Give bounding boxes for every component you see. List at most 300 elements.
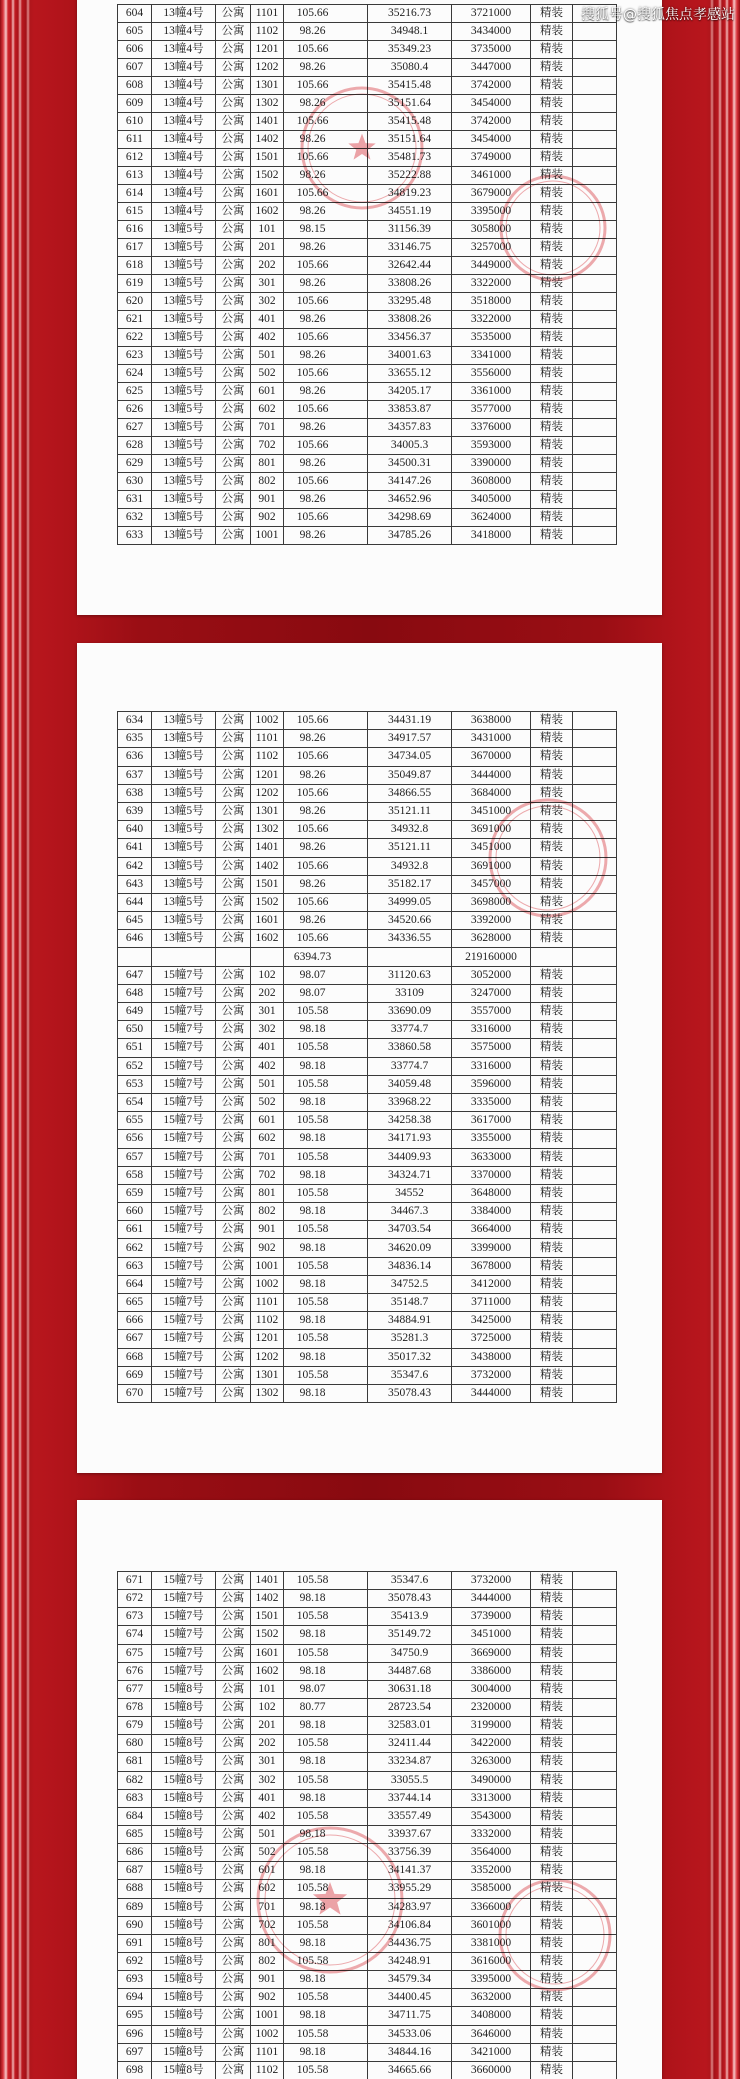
table-row: [118, 365, 617, 383]
building-cell: 15幢7号: [152, 1166, 216, 1184]
total-price-cell: 3322000: [452, 275, 531, 293]
usage-cell: 公寓: [216, 1735, 251, 1753]
building-cell: 15幢7号: [152, 1626, 216, 1644]
building-cell: [152, 948, 216, 966]
unit-price-cell: 34652.96: [368, 491, 452, 509]
total-price-cell: 3425000: [452, 1312, 531, 1330]
area-cell: 98.18: [284, 1348, 368, 1366]
room-number-cell: 502: [251, 1093, 284, 1111]
serial-number-cell: [118, 948, 152, 966]
building-cell: 15幢7号: [152, 1275, 216, 1293]
total-price-cell: 3490000: [452, 1771, 531, 1789]
unit-price-cell: 34819.23: [368, 185, 452, 203]
remarks-cell: [573, 1608, 617, 1626]
room-number-cell: 1002: [251, 712, 284, 730]
document-page-2: [77, 643, 662, 1473]
building-cell: 15幢7号: [152, 1644, 216, 1662]
room-number-cell: 1102: [251, 2061, 284, 2079]
total-price-cell: 3732000: [452, 1572, 531, 1590]
unit-price-cell: 34336.55: [368, 930, 452, 948]
unit-price-cell: 34917.57: [368, 730, 452, 748]
room-number-cell: 802: [251, 1203, 284, 1221]
usage-cell: 公寓: [216, 1366, 251, 1384]
decoration-cell: 精装: [531, 1112, 573, 1130]
room-number-cell: 901: [251, 491, 284, 509]
total-price-cell: 3735000: [452, 41, 531, 59]
area-cell: 98.18: [284, 1166, 368, 1184]
room-number-cell: 1401: [251, 1572, 284, 1590]
room-number-cell: 1402: [251, 857, 284, 875]
building-cell: 13幢5号: [152, 766, 216, 784]
serial-number-cell: 663: [118, 1257, 152, 1275]
usage-cell: 公寓: [216, 347, 251, 365]
decoration-cell: 精装: [531, 875, 573, 893]
serial-number-cell: 682: [118, 1771, 152, 1789]
building-cell: 15幢8号: [152, 2007, 216, 2025]
total-price-cell: 3691000: [452, 857, 531, 875]
usage-cell: 公寓: [216, 875, 251, 893]
table-row: [118, 966, 617, 984]
table-row: [118, 1590, 617, 1608]
area-cell: 98.26: [284, 455, 368, 473]
area-cell: 105.58: [284, 1989, 368, 2007]
room-number-cell: 301: [251, 1003, 284, 1021]
remarks-cell: [573, 1916, 617, 1934]
usage-cell: 公寓: [216, 95, 251, 113]
decoration-cell: 精装: [531, 1366, 573, 1384]
room-number-cell: 1302: [251, 821, 284, 839]
decoration-cell: 精装: [531, 383, 573, 401]
table-row: [118, 419, 617, 437]
decoration-cell: 精装: [531, 857, 573, 875]
remarks-cell: [573, 1717, 617, 1735]
decoration-cell: 精装: [531, 1753, 573, 1771]
area-cell: 105.58: [284, 1184, 368, 1202]
building-cell: 13幢5号: [152, 857, 216, 875]
unit-price-cell: 34948.1: [368, 23, 452, 41]
decoration-cell: 精装: [531, 1735, 573, 1753]
total-price-cell: 3585000: [452, 1880, 531, 1898]
serial-number-cell: 617: [118, 239, 152, 257]
building-cell: 15幢8号: [152, 1916, 216, 1934]
total-price-cell: 3263000: [452, 1753, 531, 1771]
decoration-cell: 精装: [531, 1221, 573, 1239]
unit-price-cell: 34001.63: [368, 347, 452, 365]
total-price-cell: 3392000: [452, 912, 531, 930]
total-price-cell: 3313000: [452, 1789, 531, 1807]
decoration-cell: 精装: [531, 527, 573, 545]
decoration-cell: 精装: [531, 1880, 573, 1898]
remarks-cell: [573, 730, 617, 748]
usage-cell: 公寓: [216, 730, 251, 748]
remarks-cell: [573, 1880, 617, 1898]
total-price-cell: 3461000: [452, 167, 531, 185]
room-number-cell: 501: [251, 1075, 284, 1093]
remarks-cell: [573, 821, 617, 839]
room-number-cell: 1202: [251, 1348, 284, 1366]
room-number-cell: 401: [251, 1039, 284, 1057]
remarks-cell: [573, 1112, 617, 1130]
building-cell: 13幢5号: [152, 455, 216, 473]
table-row: [118, 748, 617, 766]
remarks-cell: [573, 221, 617, 239]
building-cell: 13幢5号: [152, 875, 216, 893]
serial-number-cell: 604: [118, 5, 152, 23]
building-cell: 13幢5号: [152, 821, 216, 839]
remarks-cell: [573, 401, 617, 419]
serial-number-cell: 637: [118, 766, 152, 784]
usage-cell: 公寓: [216, 1239, 251, 1257]
table-row: [118, 930, 617, 948]
table-row: [118, 1753, 617, 1771]
area-cell: 105.66: [284, 821, 368, 839]
building-cell: 15幢8号: [152, 1952, 216, 1970]
decoration-cell: 精装: [531, 839, 573, 857]
building-cell: 13幢4号: [152, 203, 216, 221]
total-price-cell: 3434000: [452, 23, 531, 41]
unit-price-cell: 34500.31: [368, 455, 452, 473]
unit-price-cell: 34106.84: [368, 1916, 452, 1934]
remarks-cell: [573, 1039, 617, 1057]
building-cell: 15幢7号: [152, 1384, 216, 1402]
room-number-cell: 201: [251, 1717, 284, 1735]
area-cell: 98.18: [284, 2007, 368, 2025]
decoration-cell: 精装: [531, 95, 573, 113]
unit-price-cell: 34711.75: [368, 2007, 452, 2025]
table-row: [118, 1166, 617, 1184]
table-row: [118, 1348, 617, 1366]
table-row: [118, 149, 617, 167]
remarks-cell: [573, 930, 617, 948]
room-number-cell: 1402: [251, 1590, 284, 1608]
table-row: [118, 383, 617, 401]
table-row: [118, 203, 617, 221]
total-price-cell: 3749000: [452, 149, 531, 167]
remarks-cell: [573, 748, 617, 766]
total-price-cell: 3454000: [452, 95, 531, 113]
building-cell: 13幢4号: [152, 185, 216, 203]
decoration-cell: 精装: [531, 23, 573, 41]
usage-cell: 公寓: [216, 1844, 251, 1862]
total-price-cell: 3412000: [452, 1275, 531, 1293]
area-cell: 98.26: [284, 730, 368, 748]
serial-number-cell: 631: [118, 491, 152, 509]
decoration-cell: 精装: [531, 1898, 573, 1916]
serial-number-cell: 640: [118, 821, 152, 839]
unit-price-cell: 35149.72: [368, 1626, 452, 1644]
building-cell: 15幢8号: [152, 1844, 216, 1862]
unit-price-cell: 35216.73: [368, 5, 452, 23]
usage-cell: 公寓: [216, 1952, 251, 1970]
usage-cell: 公寓: [216, 59, 251, 77]
area-cell: 98.26: [284, 275, 368, 293]
unit-price-cell: 34932.8: [368, 821, 452, 839]
serial-number-cell: 610: [118, 113, 152, 131]
serial-number-cell: 657: [118, 1148, 152, 1166]
area-cell: 98.26: [284, 912, 368, 930]
remarks-cell: [573, 131, 617, 149]
usage-cell: 公寓: [216, 473, 251, 491]
building-cell: 15幢8号: [152, 2061, 216, 2079]
area-cell: 98.18: [284, 1971, 368, 1989]
serial-number-cell: 675: [118, 1644, 152, 1662]
usage-cell: 公寓: [216, 1203, 251, 1221]
document-page-1: [77, 0, 662, 615]
serial-number-cell: 659: [118, 1184, 152, 1202]
table-row: [118, 948, 617, 966]
usage-cell: 公寓: [216, 203, 251, 221]
room-number-cell: 1301: [251, 802, 284, 820]
table-row: [118, 1572, 617, 1590]
room-number-cell: 702: [251, 1916, 284, 1934]
table-row: [118, 802, 617, 820]
room-number-cell: 702: [251, 437, 284, 455]
room-number-cell: 702: [251, 1166, 284, 1184]
total-price-cell: 3608000: [452, 473, 531, 491]
unit-price-cell: 34283.97: [368, 1898, 452, 1916]
decoration-cell: 精装: [531, 1789, 573, 1807]
table-row: [118, 113, 617, 131]
total-price-cell: 3678000: [452, 1257, 531, 1275]
decoration-cell: 精装: [531, 1825, 573, 1843]
serial-number-cell: 691: [118, 1934, 152, 1952]
serial-number-cell: 678: [118, 1698, 152, 1716]
serial-number-cell: 683: [118, 1789, 152, 1807]
usage-cell: 公寓: [216, 257, 251, 275]
total-price-cell: 3366000: [452, 1898, 531, 1916]
usage-cell: 公寓: [216, 1221, 251, 1239]
serial-number-cell: 669: [118, 1366, 152, 1384]
unit-price-cell: [368, 948, 452, 966]
table-row: [118, 1880, 617, 1898]
remarks-cell: [573, 1825, 617, 1843]
total-price-cell: 3451000: [452, 1626, 531, 1644]
room-number-cell: 202: [251, 984, 284, 1002]
building-cell: 13幢5号: [152, 748, 216, 766]
building-cell: 15幢7号: [152, 1057, 216, 1075]
area-cell: 98.18: [284, 1753, 368, 1771]
area-cell: 105.58: [284, 1003, 368, 1021]
decoration-cell: 精装: [531, 1916, 573, 1934]
table-row: [118, 41, 617, 59]
serial-number-cell: 649: [118, 1003, 152, 1021]
room-number-cell: 1001: [251, 1257, 284, 1275]
usage-cell: 公寓: [216, 2061, 251, 2079]
building-cell: 15幢7号: [152, 1330, 216, 1348]
usage-cell: 公寓: [216, 966, 251, 984]
serial-number-cell: 673: [118, 1608, 152, 1626]
table-row: [118, 95, 617, 113]
area-cell: 98.18: [284, 1789, 368, 1807]
usage-cell: 公寓: [216, 1626, 251, 1644]
building-cell: 15幢7号: [152, 1572, 216, 1590]
usage-cell: 公寓: [216, 1112, 251, 1130]
building-cell: 15幢7号: [152, 1148, 216, 1166]
table-row: [118, 527, 617, 545]
unit-price-cell: 33968.22: [368, 1093, 452, 1111]
room-number-cell: 601: [251, 1862, 284, 1880]
unit-price-cell: 35347.6: [368, 1366, 452, 1384]
serial-number-cell: 620: [118, 293, 152, 311]
room-number-cell: 202: [251, 1735, 284, 1753]
serial-number-cell: 627: [118, 419, 152, 437]
table-row: [118, 1662, 617, 1680]
table-row: [118, 1257, 617, 1275]
total-price-cell: 3557000: [452, 1003, 531, 1021]
building-cell: 15幢7号: [152, 1039, 216, 1057]
total-price-cell: 3564000: [452, 1844, 531, 1862]
room-number-cell: 801: [251, 1934, 284, 1952]
usage-cell: 公寓: [216, 1807, 251, 1825]
usage-cell: 公寓: [216, 1330, 251, 1348]
serial-number-cell: 697: [118, 2043, 152, 2061]
usage-cell: 公寓: [216, 491, 251, 509]
building-cell: 13幢5号: [152, 239, 216, 257]
usage-cell: 公寓: [216, 1166, 251, 1184]
remarks-cell: [573, 1003, 617, 1021]
total-price-cell: 3451000: [452, 839, 531, 857]
remarks-cell: [573, 1166, 617, 1184]
unit-price-cell: 35349.23: [368, 41, 452, 59]
table-row: [118, 1039, 617, 1057]
table-row: [118, 23, 617, 41]
table-row: [118, 730, 617, 748]
table-row: [118, 1989, 617, 2007]
room-number-cell: 902: [251, 1239, 284, 1257]
decoration-cell: 精装: [531, 1330, 573, 1348]
decoration-cell: 精装: [531, 2061, 573, 2079]
building-cell: 15幢7号: [152, 966, 216, 984]
area-cell: 98.18: [284, 1312, 368, 1330]
room-number-cell: 1002: [251, 2025, 284, 2043]
usage-cell: 公寓: [216, 1662, 251, 1680]
usage-cell: 公寓: [216, 893, 251, 911]
remarks-cell: [573, 167, 617, 185]
remarks-cell: [573, 1735, 617, 1753]
table-row: [118, 2007, 617, 2025]
room-number-cell: 1201: [251, 1330, 284, 1348]
decoration-cell: 精装: [531, 1057, 573, 1075]
total-price-cell: 3352000: [452, 1862, 531, 1880]
remarks-cell: [573, 1203, 617, 1221]
usage-cell: 公寓: [216, 1003, 251, 1021]
unit-price-cell: 32411.44: [368, 1735, 452, 1753]
unit-price-cell: 33774.7: [368, 1057, 452, 1075]
building-cell: 13幢5号: [152, 527, 216, 545]
total-price-cell: 3386000: [452, 1662, 531, 1680]
unit-price-cell: 34932.8: [368, 857, 452, 875]
room-number-cell: 901: [251, 1221, 284, 1239]
unit-price-cell: 34785.26: [368, 527, 452, 545]
room-number-cell: 402: [251, 1057, 284, 1075]
serial-number-cell: 654: [118, 1093, 152, 1111]
building-cell: 15幢7号: [152, 1184, 216, 1202]
unit-price-cell: 33557.49: [368, 1807, 452, 1825]
building-cell: 15幢8号: [152, 1825, 216, 1843]
room-number-cell: 601: [251, 383, 284, 401]
building-cell: 13幢5号: [152, 509, 216, 527]
building-cell: 13幢5号: [152, 437, 216, 455]
remarks-cell: [573, 59, 617, 77]
area-cell: 98.26: [284, 419, 368, 437]
area-cell: 105.66: [284, 712, 368, 730]
total-price-cell: 3418000: [452, 527, 531, 545]
table-row: [118, 1807, 617, 1825]
remarks-cell: [573, 437, 617, 455]
decoration-cell: 精装: [531, 1698, 573, 1716]
area-cell: 98.18: [284, 1626, 368, 1644]
area-cell: 98.18: [284, 1239, 368, 1257]
area-cell: 98.07: [284, 1680, 368, 1698]
unit-price-cell: 34205.17: [368, 383, 452, 401]
table-row: [118, 893, 617, 911]
total-price-cell: 3395000: [452, 1971, 531, 1989]
room-number-cell: 101: [251, 1680, 284, 1698]
remarks-cell: [573, 1130, 617, 1148]
usage-cell: 公寓: [216, 149, 251, 167]
table-row: [118, 2043, 617, 2061]
usage-cell: 公寓: [216, 1294, 251, 1312]
usage-cell: 公寓: [216, 185, 251, 203]
area-cell: 98.18: [284, 1862, 368, 1880]
total-price-cell: 3052000: [452, 966, 531, 984]
unit-price-cell: 35148.7: [368, 1294, 452, 1312]
remarks-cell: [573, 491, 617, 509]
area-cell: 105.66: [284, 5, 368, 23]
unit-price-cell: 33808.26: [368, 275, 452, 293]
decoration-cell: 精装: [531, 77, 573, 95]
serial-number-cell: 687: [118, 1862, 152, 1880]
remarks-cell: [573, 257, 617, 275]
decoration-cell: 精装: [531, 1626, 573, 1644]
serial-number-cell: 679: [118, 1717, 152, 1735]
remarks-cell: [573, 1680, 617, 1698]
unit-price-cell: 33744.14: [368, 1789, 452, 1807]
table-row: [118, 1771, 617, 1789]
area-cell: 105.66: [284, 473, 368, 491]
decoration-cell: 精装: [531, 1572, 573, 1590]
table-row: [118, 784, 617, 802]
remarks-cell: [573, 912, 617, 930]
room-number-cell: 1601: [251, 1644, 284, 1662]
building-cell: 13幢5号: [152, 473, 216, 491]
area-cell: 105.66: [284, 149, 368, 167]
unit-price-cell: 35121.11: [368, 839, 452, 857]
usage-cell: 公寓: [216, 1021, 251, 1039]
decoration-cell: 精装: [531, 1275, 573, 1293]
table-row: [118, 1626, 617, 1644]
building-cell: 13幢5号: [152, 311, 216, 329]
usage-cell: 公寓: [216, 2043, 251, 2061]
remarks-cell: [573, 1662, 617, 1680]
unit-price-cell: 33234.87: [368, 1753, 452, 1771]
building-cell: 15幢8号: [152, 1934, 216, 1952]
table-row: [118, 1003, 617, 1021]
table-row: [118, 839, 617, 857]
usage-cell: 公寓: [216, 1698, 251, 1716]
remarks-cell: [573, 766, 617, 784]
room-number-cell: 1101: [251, 5, 284, 23]
area-cell: 105.58: [284, 1771, 368, 1789]
table-row: [118, 257, 617, 275]
remarks-cell: [573, 1590, 617, 1608]
usage-cell: 公寓: [216, 383, 251, 401]
total-price-cell: 3399000: [452, 1239, 531, 1257]
room-number-cell: [251, 948, 284, 966]
serial-number-cell: 686: [118, 1844, 152, 1862]
area-cell: 105.58: [284, 1844, 368, 1862]
building-cell: 15幢7号: [152, 1203, 216, 1221]
